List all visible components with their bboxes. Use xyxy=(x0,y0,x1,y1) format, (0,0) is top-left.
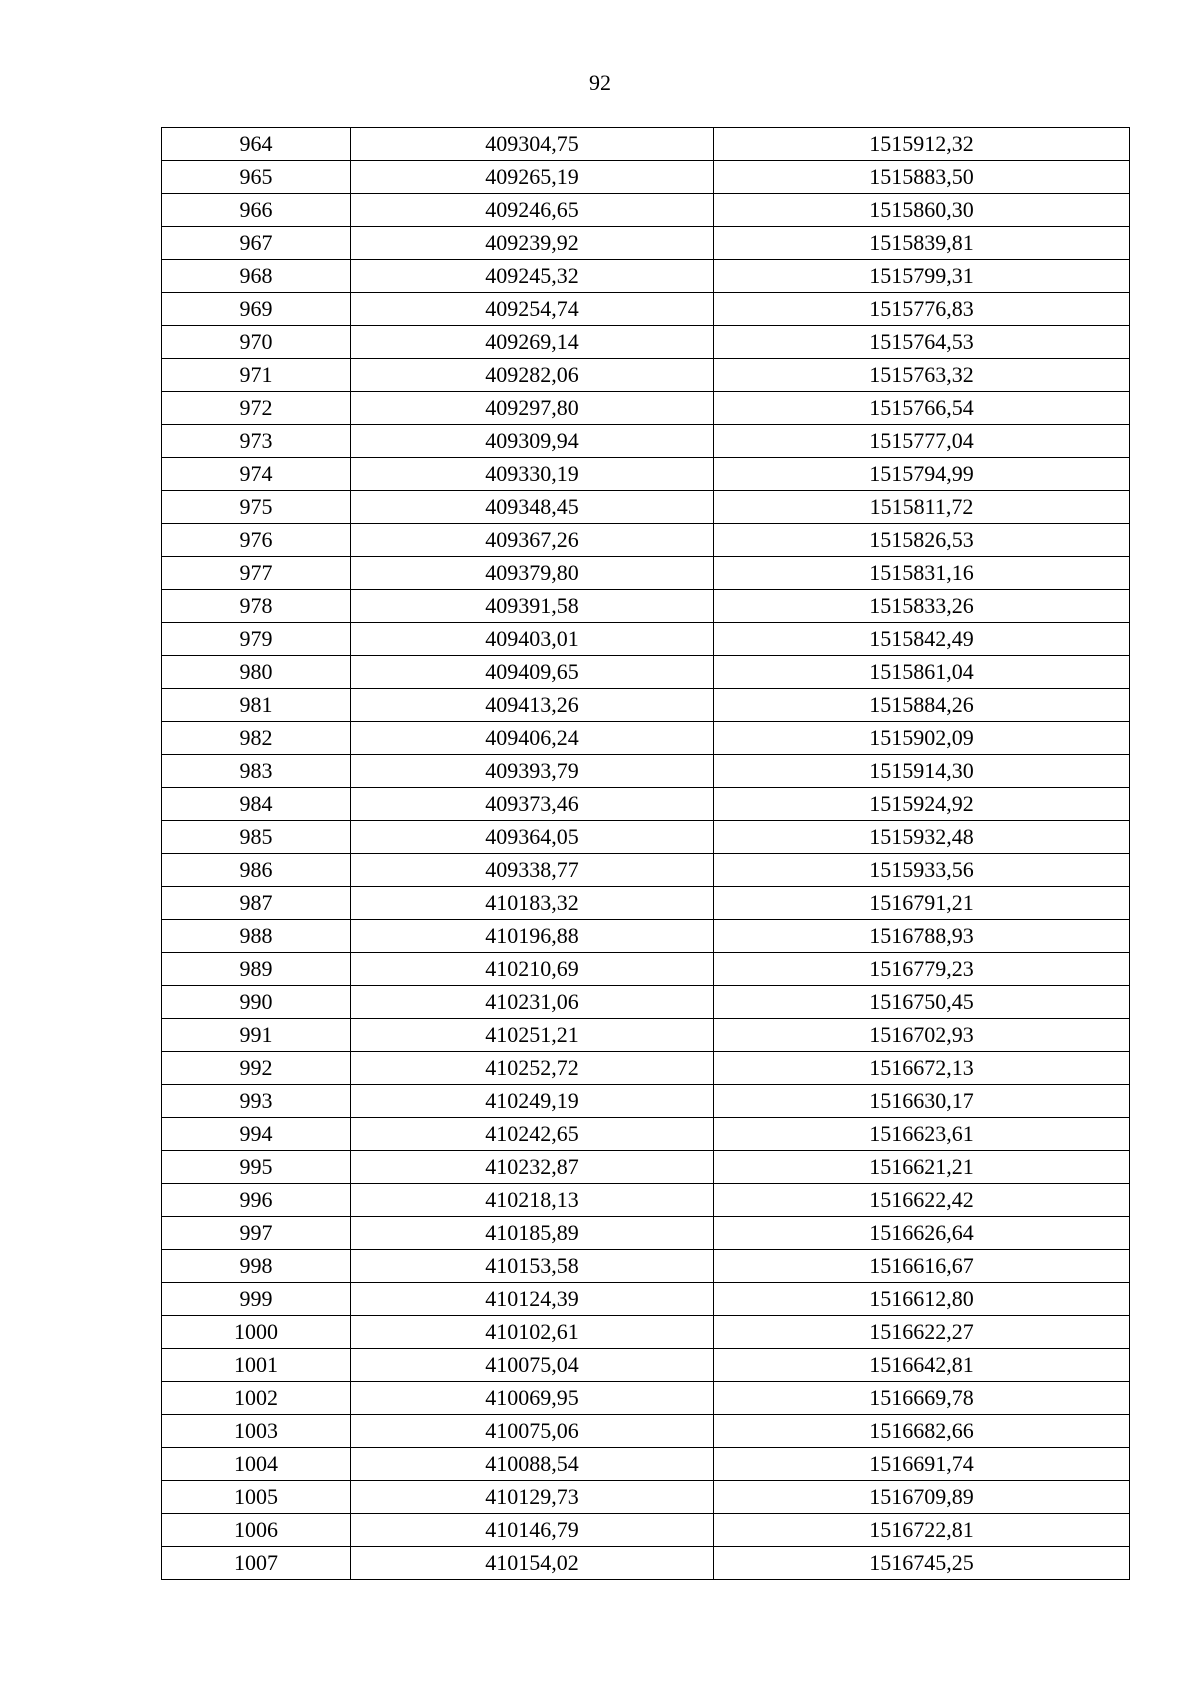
x-coordinate-cell: 409373,46 xyxy=(351,788,714,821)
table-row xyxy=(162,722,1130,755)
point-number-cell: 972 xyxy=(162,392,351,425)
point-number-cell: 967 xyxy=(162,227,351,260)
y-coordinate-cell: 1516669,78 xyxy=(714,1382,1130,1415)
point-number-cell: 966 xyxy=(162,194,351,227)
point-number-cell: 971 xyxy=(162,359,351,392)
point-number-cell: 998 xyxy=(162,1250,351,1283)
point-number-cell: 1007 xyxy=(162,1547,351,1580)
x-coordinate-cell: 409391,58 xyxy=(351,590,714,623)
x-coordinate-cell: 410231,06 xyxy=(351,986,714,1019)
x-coordinate-cell: 409413,26 xyxy=(351,689,714,722)
x-coordinate-cell: 410088,54 xyxy=(351,1448,714,1481)
table-row xyxy=(162,1184,1130,1217)
y-coordinate-cell: 1515831,16 xyxy=(714,557,1130,590)
point-number-cell: 976 xyxy=(162,524,351,557)
point-number-cell: 979 xyxy=(162,623,351,656)
point-number-cell: 988 xyxy=(162,920,351,953)
y-coordinate-cell: 1515826,53 xyxy=(714,524,1130,557)
table-row xyxy=(162,1250,1130,1283)
coordinates-table-body xyxy=(162,128,1130,1580)
y-coordinate-cell: 1515766,54 xyxy=(714,392,1130,425)
table-row xyxy=(162,392,1130,425)
y-coordinate-cell: 1515914,30 xyxy=(714,755,1130,788)
x-coordinate-cell: 410154,02 xyxy=(351,1547,714,1580)
table-row xyxy=(162,293,1130,326)
table-row xyxy=(162,491,1130,524)
x-coordinate-cell: 409246,65 xyxy=(351,194,714,227)
x-coordinate-cell: 409330,19 xyxy=(351,458,714,491)
y-coordinate-cell: 1516750,45 xyxy=(714,986,1130,1019)
y-coordinate-cell: 1516630,17 xyxy=(714,1085,1130,1118)
table-row xyxy=(162,920,1130,953)
y-coordinate-cell: 1516626,64 xyxy=(714,1217,1130,1250)
table-row xyxy=(162,458,1130,491)
point-number-cell: 996 xyxy=(162,1184,351,1217)
x-coordinate-cell: 410196,88 xyxy=(351,920,714,953)
y-coordinate-cell: 1515763,32 xyxy=(714,359,1130,392)
x-coordinate-cell: 410183,32 xyxy=(351,887,714,920)
table-row xyxy=(162,689,1130,722)
table-row xyxy=(162,953,1130,986)
table-row xyxy=(162,1118,1130,1151)
y-coordinate-cell: 1515902,09 xyxy=(714,722,1130,755)
y-coordinate-cell: 1516612,80 xyxy=(714,1283,1130,1316)
x-coordinate-cell: 409245,32 xyxy=(351,260,714,293)
point-number-cell: 978 xyxy=(162,590,351,623)
x-coordinate-cell: 410185,89 xyxy=(351,1217,714,1250)
page-number: 92 xyxy=(589,70,611,95)
y-coordinate-cell: 1515884,26 xyxy=(714,689,1130,722)
y-coordinate-cell: 1516621,21 xyxy=(714,1151,1130,1184)
point-number-cell: 1006 xyxy=(162,1514,351,1547)
point-number-cell: 1002 xyxy=(162,1382,351,1415)
y-coordinate-cell: 1515776,83 xyxy=(714,293,1130,326)
table-row xyxy=(162,557,1130,590)
x-coordinate-cell: 409297,80 xyxy=(351,392,714,425)
table-row xyxy=(162,359,1130,392)
point-number-cell: 990 xyxy=(162,986,351,1019)
point-number-cell: 997 xyxy=(162,1217,351,1250)
point-number-cell: 992 xyxy=(162,1052,351,1085)
table-row xyxy=(162,1382,1130,1415)
y-coordinate-cell: 1515932,48 xyxy=(714,821,1130,854)
x-coordinate-cell: 409239,92 xyxy=(351,227,714,260)
x-coordinate-cell: 409406,24 xyxy=(351,722,714,755)
point-number-cell: 993 xyxy=(162,1085,351,1118)
point-number-cell: 986 xyxy=(162,854,351,887)
y-coordinate-cell: 1516788,93 xyxy=(714,920,1130,953)
point-number-cell: 970 xyxy=(162,326,351,359)
table-row xyxy=(162,1085,1130,1118)
x-coordinate-cell: 409265,19 xyxy=(351,161,714,194)
table-row xyxy=(162,788,1130,821)
y-coordinate-cell: 1515794,99 xyxy=(714,458,1130,491)
x-coordinate-cell: 409367,26 xyxy=(351,524,714,557)
point-number-cell: 987 xyxy=(162,887,351,920)
x-coordinate-cell: 410210,69 xyxy=(351,953,714,986)
y-coordinate-cell: 1515861,04 xyxy=(714,656,1130,689)
x-coordinate-cell: 409379,80 xyxy=(351,557,714,590)
coordinates-table xyxy=(161,127,1130,1580)
y-coordinate-cell: 1515933,56 xyxy=(714,854,1130,887)
point-number-cell: 983 xyxy=(162,755,351,788)
x-coordinate-cell: 410249,19 xyxy=(351,1085,714,1118)
x-coordinate-cell: 410242,65 xyxy=(351,1118,714,1151)
table-row xyxy=(162,1019,1130,1052)
x-coordinate-cell: 410129,73 xyxy=(351,1481,714,1514)
x-coordinate-cell: 409269,14 xyxy=(351,326,714,359)
x-coordinate-cell: 409304,75 xyxy=(351,128,714,161)
y-coordinate-cell: 1516702,93 xyxy=(714,1019,1130,1052)
x-coordinate-cell: 409393,79 xyxy=(351,755,714,788)
x-coordinate-cell: 409403,01 xyxy=(351,623,714,656)
x-coordinate-cell: 410153,58 xyxy=(351,1250,714,1283)
table-row xyxy=(162,1514,1130,1547)
y-coordinate-cell: 1516623,61 xyxy=(714,1118,1130,1151)
y-coordinate-cell: 1516622,27 xyxy=(714,1316,1130,1349)
x-coordinate-cell: 409282,06 xyxy=(351,359,714,392)
x-coordinate-cell: 410218,13 xyxy=(351,1184,714,1217)
table-row xyxy=(162,1448,1130,1481)
y-coordinate-cell: 1516642,81 xyxy=(714,1349,1130,1382)
x-coordinate-cell: 409364,05 xyxy=(351,821,714,854)
table-row xyxy=(162,326,1130,359)
point-number-cell: 968 xyxy=(162,260,351,293)
table-row xyxy=(162,1217,1130,1250)
table-row xyxy=(162,755,1130,788)
y-coordinate-cell: 1515883,50 xyxy=(714,161,1130,194)
point-number-cell: 980 xyxy=(162,656,351,689)
x-coordinate-cell: 409309,94 xyxy=(351,425,714,458)
point-number-cell: 975 xyxy=(162,491,351,524)
table-row xyxy=(162,161,1130,194)
point-number-cell: 999 xyxy=(162,1283,351,1316)
y-coordinate-cell: 1516791,21 xyxy=(714,887,1130,920)
table-row xyxy=(162,425,1130,458)
y-coordinate-cell: 1515811,72 xyxy=(714,491,1130,524)
y-coordinate-cell: 1516622,42 xyxy=(714,1184,1130,1217)
point-number-cell: 994 xyxy=(162,1118,351,1151)
table-row xyxy=(162,854,1130,887)
y-coordinate-cell: 1516722,81 xyxy=(714,1514,1130,1547)
point-number-cell: 995 xyxy=(162,1151,351,1184)
x-coordinate-cell: 410251,21 xyxy=(351,1019,714,1052)
y-coordinate-cell: 1515764,53 xyxy=(714,326,1130,359)
table-row xyxy=(162,194,1130,227)
table-row xyxy=(162,227,1130,260)
y-coordinate-cell: 1516779,23 xyxy=(714,953,1130,986)
y-coordinate-cell: 1516745,25 xyxy=(714,1547,1130,1580)
point-number-cell: 973 xyxy=(162,425,351,458)
x-coordinate-cell: 410075,06 xyxy=(351,1415,714,1448)
point-number-cell: 1005 xyxy=(162,1481,351,1514)
point-number-cell: 982 xyxy=(162,722,351,755)
x-coordinate-cell: 410102,61 xyxy=(351,1316,714,1349)
point-number-cell: 1001 xyxy=(162,1349,351,1382)
table-row xyxy=(162,887,1130,920)
x-coordinate-cell: 410124,39 xyxy=(351,1283,714,1316)
x-coordinate-cell: 410146,79 xyxy=(351,1514,714,1547)
table-row xyxy=(162,260,1130,293)
table-row xyxy=(162,1316,1130,1349)
y-coordinate-cell: 1515799,31 xyxy=(714,260,1130,293)
table-row xyxy=(162,524,1130,557)
point-number-cell: 1003 xyxy=(162,1415,351,1448)
table-row xyxy=(162,623,1130,656)
x-coordinate-cell: 410069,95 xyxy=(351,1382,714,1415)
table-row xyxy=(162,590,1130,623)
point-number-cell: 985 xyxy=(162,821,351,854)
y-coordinate-cell: 1515912,32 xyxy=(714,128,1130,161)
point-number-cell: 1000 xyxy=(162,1316,351,1349)
table-row xyxy=(162,1547,1130,1580)
x-coordinate-cell: 409409,65 xyxy=(351,656,714,689)
table-row xyxy=(162,1415,1130,1448)
table-row xyxy=(162,821,1130,854)
table-row xyxy=(162,1481,1130,1514)
point-number-cell: 965 xyxy=(162,161,351,194)
point-number-cell: 1004 xyxy=(162,1448,351,1481)
table-row xyxy=(162,656,1130,689)
y-coordinate-cell: 1515842,49 xyxy=(714,623,1130,656)
x-coordinate-cell: 409254,74 xyxy=(351,293,714,326)
table-row xyxy=(162,128,1130,161)
x-coordinate-cell: 409348,45 xyxy=(351,491,714,524)
point-number-cell: 989 xyxy=(162,953,351,986)
y-coordinate-cell: 1516672,13 xyxy=(714,1052,1130,1085)
y-coordinate-cell: 1516691,74 xyxy=(714,1448,1130,1481)
y-coordinate-cell: 1515924,92 xyxy=(714,788,1130,821)
y-coordinate-cell: 1515833,26 xyxy=(714,590,1130,623)
table-row xyxy=(162,1349,1130,1382)
table-row xyxy=(162,1052,1130,1085)
table-row xyxy=(162,1151,1130,1184)
point-number-cell: 991 xyxy=(162,1019,351,1052)
point-number-cell: 977 xyxy=(162,557,351,590)
y-coordinate-cell: 1516616,67 xyxy=(714,1250,1130,1283)
point-number-cell: 974 xyxy=(162,458,351,491)
y-coordinate-cell: 1516682,66 xyxy=(714,1415,1130,1448)
x-coordinate-cell: 409338,77 xyxy=(351,854,714,887)
y-coordinate-cell: 1515860,30 xyxy=(714,194,1130,227)
point-number-cell: 981 xyxy=(162,689,351,722)
table-row xyxy=(162,986,1130,1019)
table-row xyxy=(162,1283,1130,1316)
x-coordinate-cell: 410232,87 xyxy=(351,1151,714,1184)
point-number-cell: 964 xyxy=(162,128,351,161)
y-coordinate-cell: 1515777,04 xyxy=(714,425,1130,458)
y-coordinate-cell: 1515839,81 xyxy=(714,227,1130,260)
x-coordinate-cell: 410252,72 xyxy=(351,1052,714,1085)
x-coordinate-cell: 410075,04 xyxy=(351,1349,714,1382)
y-coordinate-cell: 1516709,89 xyxy=(714,1481,1130,1514)
point-number-cell: 984 xyxy=(162,788,351,821)
point-number-cell: 969 xyxy=(162,293,351,326)
